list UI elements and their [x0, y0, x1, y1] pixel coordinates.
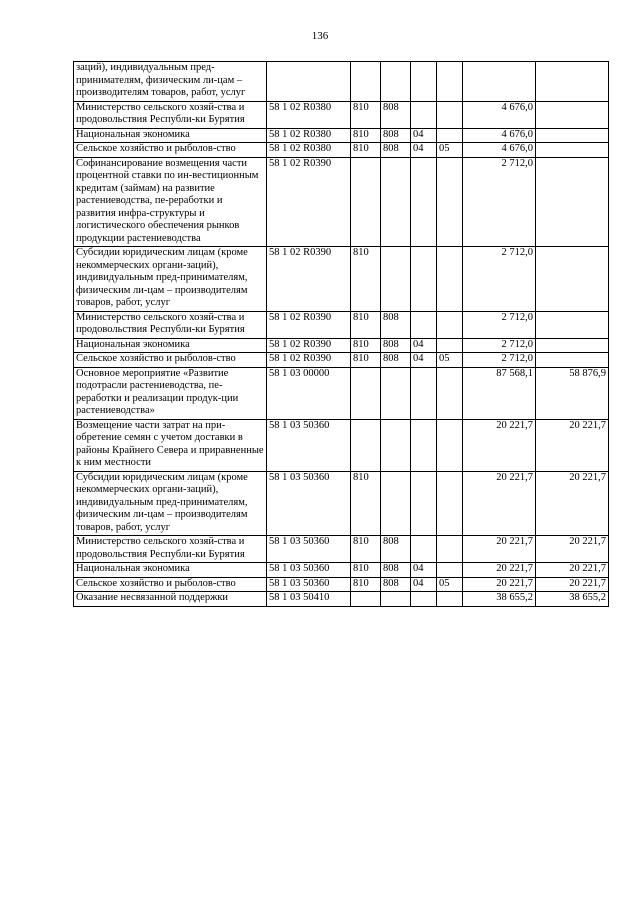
item-name-cell: Национальная экономика — [74, 563, 267, 578]
expense-type-code-cell: 810 — [351, 353, 381, 368]
ministry-code-cell: 808 — [381, 338, 411, 353]
amount-second-year-cell — [536, 157, 609, 247]
expense-type-code-cell: 810 — [351, 247, 381, 312]
section-code-cell — [411, 536, 437, 563]
ministry-code-cell: 808 — [381, 101, 411, 128]
item-name-cell: Сельское хозяйство и рыболов-ство — [74, 577, 267, 592]
target-article-code-cell: 58 1 03 50360 — [267, 471, 351, 536]
expense-type-code-cell — [351, 419, 381, 471]
ministry-code-cell — [381, 157, 411, 247]
section-code-cell — [411, 419, 437, 471]
table-row — [74, 101, 609, 128]
item-name-cell: Софинансирование возмещения части процентной ставки по ин-вестиционным кредитам (займам) на развитие растениеводства, пе-реработки и развития инфра-структуры и логистического обеспечения рынков продукции растениеводства — [74, 157, 267, 247]
amount-second-year-cell: 20 221,7 — [536, 536, 609, 563]
subsection-code-cell — [437, 471, 463, 536]
subsection-code-cell: 05 — [437, 143, 463, 158]
amount-second-year-cell — [536, 353, 609, 368]
item-name-cell: Национальная экономика — [74, 128, 267, 143]
amount-second-year-cell — [536, 62, 609, 102]
amount-first-year-cell: 20 221,7 — [463, 577, 536, 592]
ministry-code-cell: 808 — [381, 311, 411, 338]
amount-first-year-cell: 2 712,0 — [463, 353, 536, 368]
amount-first-year-cell: 2 712,0 — [463, 338, 536, 353]
amount-first-year-cell: 4 676,0 — [463, 101, 536, 128]
subsection-code-cell — [437, 311, 463, 338]
amount-first-year-cell: 20 221,7 — [463, 471, 536, 536]
ministry-code-cell — [381, 62, 411, 102]
expense-type-code-cell: 810 — [351, 577, 381, 592]
page-number: 136 — [311, 30, 329, 42]
table-row — [74, 353, 609, 368]
ministry-code-cell: 808 — [381, 143, 411, 158]
amount-first-year-cell: 4 676,0 — [463, 143, 536, 158]
subsection-code-cell — [437, 592, 463, 607]
table-row — [74, 247, 609, 312]
target-article-code-cell: 58 1 02 R0380 — [267, 143, 351, 158]
item-name-cell: Национальная экономика — [74, 338, 267, 353]
expense-type-code-cell — [351, 367, 381, 419]
table-row — [74, 592, 609, 607]
expense-type-code-cell — [351, 592, 381, 607]
target-article-code-cell: 58 1 02 R0390 — [267, 338, 351, 353]
item-name-cell: заций), индивидуальным пред-принимателям, физическим ли-цам – производителям товаров, работ, услуг — [74, 62, 267, 102]
section-code-cell: 04 — [411, 128, 437, 143]
expense-type-code-cell: 810 — [351, 311, 381, 338]
amount-second-year-cell: 20 221,7 — [536, 577, 609, 592]
expense-type-code-cell — [351, 157, 381, 247]
subsection-code-cell — [437, 101, 463, 128]
section-code-cell — [411, 367, 437, 419]
target-article-code-cell: 58 1 03 50410 — [267, 592, 351, 607]
amount-first-year-cell: 2 712,0 — [463, 157, 536, 247]
target-article-code-cell: 58 1 03 50360 — [267, 419, 351, 471]
amount-first-year-cell: 2 712,0 — [463, 311, 536, 338]
section-code-cell — [411, 311, 437, 338]
item-name-cell: Оказание несвязанной поддержки — [74, 592, 267, 607]
section-code-cell — [411, 247, 437, 312]
expense-type-code-cell: 810 — [351, 471, 381, 536]
expense-type-code-cell: 810 — [351, 536, 381, 563]
item-name-cell: Сельское хозяйство и рыболов-ство — [74, 353, 267, 368]
ministry-code-cell — [381, 592, 411, 607]
table-row — [74, 143, 609, 158]
expense-type-code-cell: 810 — [351, 143, 381, 158]
table-row — [74, 311, 609, 338]
item-name-cell: Субсидии юридическим лицам (кроме некоммерческих органи-заций), индивидуальным пред-принимателям, физическим ли-цам – производителям товаров, работ, услуг — [74, 471, 267, 536]
table-row — [74, 128, 609, 143]
section-code-cell — [411, 157, 437, 247]
item-name-cell: Субсидии юридическим лицам (кроме некоммерческих органи-заций), индивидуальным пред-принимателям, физическим ли-цам – производителям товаров, работ, услуг — [74, 247, 267, 312]
subsection-code-cell — [437, 128, 463, 143]
table-row — [74, 338, 609, 353]
table-row — [74, 157, 609, 247]
budget-table — [73, 61, 609, 607]
section-code-cell: 04 — [411, 353, 437, 368]
subsection-code-cell: 05 — [437, 577, 463, 592]
amount-first-year-cell: 2 712,0 — [463, 247, 536, 312]
section-code-cell — [411, 101, 437, 128]
target-article-code-cell: 58 1 02 R0390 — [267, 157, 351, 247]
target-article-code-cell: 58 1 03 00000 — [267, 367, 351, 419]
amount-second-year-cell — [536, 128, 609, 143]
amount-second-year-cell: 20 221,7 — [536, 563, 609, 578]
subsection-code-cell: 05 — [437, 353, 463, 368]
subsection-code-cell — [437, 536, 463, 563]
section-code-cell: 04 — [411, 577, 437, 592]
target-article-code-cell: 58 1 03 50360 — [267, 577, 351, 592]
target-article-code-cell: 58 1 02 R0390 — [267, 311, 351, 338]
item-name-cell: Министерство сельского хозяй-ства и продовольствия Республи-ки Бурятия — [74, 101, 267, 128]
ministry-code-cell — [381, 471, 411, 536]
target-article-code-cell: 58 1 02 R0390 — [267, 247, 351, 312]
section-code-cell: 04 — [411, 338, 437, 353]
ministry-code-cell: 808 — [381, 353, 411, 368]
amount-first-year-cell: 20 221,7 — [463, 563, 536, 578]
ministry-code-cell — [381, 367, 411, 419]
section-code-cell: 04 — [411, 143, 437, 158]
ministry-code-cell — [381, 419, 411, 471]
amount-first-year-cell: 87 568,1 — [463, 367, 536, 419]
table-row — [74, 577, 609, 592]
target-article-code-cell: 58 1 02 R0380 — [267, 101, 351, 128]
amount-first-year-cell — [463, 62, 536, 102]
target-article-code-cell — [267, 62, 351, 102]
subsection-code-cell — [437, 62, 463, 102]
target-article-code-cell: 58 1 02 R0390 — [267, 353, 351, 368]
item-name-cell: Министерство сельского хозяй-ства и продовольствия Республи-ки Бурятия — [74, 311, 267, 338]
subsection-code-cell — [437, 157, 463, 247]
amount-second-year-cell: 58 876,9 — [536, 367, 609, 419]
expense-type-code-cell: 810 — [351, 128, 381, 143]
amount-first-year-cell: 38 655,2 — [463, 592, 536, 607]
target-article-code-cell: 58 1 02 R0380 — [267, 128, 351, 143]
amount-second-year-cell — [536, 143, 609, 158]
subsection-code-cell — [437, 419, 463, 471]
amount-first-year-cell: 4 676,0 — [463, 128, 536, 143]
subsection-code-cell — [437, 563, 463, 578]
amount-first-year-cell: 20 221,7 — [463, 536, 536, 563]
target-article-code-cell: 58 1 03 50360 — [267, 563, 351, 578]
table-row — [74, 471, 609, 536]
expense-type-code-cell: 810 — [351, 101, 381, 128]
amount-second-year-cell: 20 221,7 — [536, 471, 609, 536]
amount-second-year-cell: 38 655,2 — [536, 592, 609, 607]
amount-second-year-cell — [536, 101, 609, 128]
item-name-cell: Возмещение части затрат на при-обретение семян с учетом доставки в районы Крайнего Севера и приравненные к ним местности — [74, 419, 267, 471]
ministry-code-cell: 808 — [381, 128, 411, 143]
amount-second-year-cell: 20 221,7 — [536, 419, 609, 471]
table-row — [74, 419, 609, 471]
expense-type-code-cell — [351, 62, 381, 102]
item-name-cell: Министерство сельского хозяй-ства и продовольствия Республи-ки Бурятия — [74, 536, 267, 563]
item-name-cell: Сельское хозяйство и рыболов-ство — [74, 143, 267, 158]
subsection-code-cell — [437, 338, 463, 353]
ministry-code-cell: 808 — [381, 577, 411, 592]
amount-second-year-cell — [536, 338, 609, 353]
target-article-code-cell: 58 1 03 50360 — [267, 536, 351, 563]
amount-first-year-cell: 20 221,7 — [463, 419, 536, 471]
expense-type-code-cell: 810 — [351, 338, 381, 353]
table-row — [74, 563, 609, 578]
section-code-cell — [411, 592, 437, 607]
expense-type-code-cell: 810 — [351, 563, 381, 578]
ministry-code-cell: 808 — [381, 563, 411, 578]
subsection-code-cell — [437, 247, 463, 312]
subsection-code-cell — [437, 367, 463, 419]
ministry-code-cell: 808 — [381, 536, 411, 563]
section-code-cell — [411, 62, 437, 102]
amount-second-year-cell — [536, 311, 609, 338]
item-name-cell: Основное мероприятие «Развитие подотрасли растениеводства, пе-реработки и реализации продук-ции растениеводства» — [74, 367, 267, 419]
section-code-cell: 04 — [411, 563, 437, 578]
table-row — [74, 62, 609, 102]
section-code-cell — [411, 471, 437, 536]
table-row — [74, 536, 609, 563]
amount-second-year-cell — [536, 247, 609, 312]
ministry-code-cell — [381, 247, 411, 312]
table-row — [74, 367, 609, 419]
